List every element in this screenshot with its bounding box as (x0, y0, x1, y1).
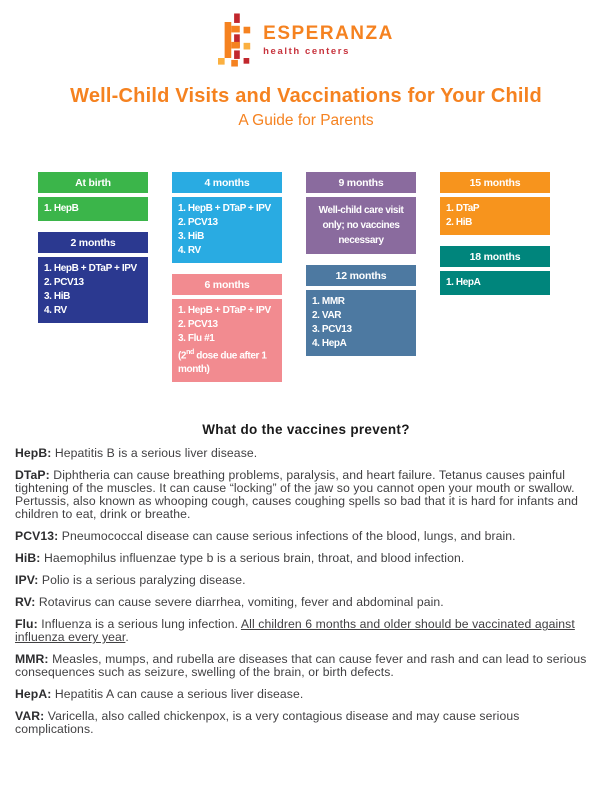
vaccine-item: 4. HepA (312, 338, 347, 349)
vaccine-name-label: DTaP: (15, 468, 50, 483)
vaccine-item: 3. Flu #1 (178, 333, 215, 344)
esperanza-logo (0, 0, 612, 68)
vaccine-list-4-months (172, 197, 282, 263)
vaccine-item: 2. PCV13 (178, 319, 218, 330)
vaccine-item: 3. PCV13 (312, 324, 352, 335)
vaccine-description-hepb: HepB: Hepatitis B is a serious liver disease. (15, 446, 258, 461)
vaccine-description-hepa: HepA: Hepatitis A can cause a serious liver disease. (15, 687, 304, 702)
vaccine-list-12-months (306, 290, 416, 356)
vaccine-name-label: HepA: (15, 687, 52, 702)
vaccine-box-2-months (38, 232, 148, 323)
vaccine-description-hib: HiB: Haemophilus influenzae type b is a serious brain, throat, and blood infection. (15, 551, 465, 566)
vaccine-name-label: VAR: (15, 709, 45, 724)
vaccine-description-var: VAR: Varicella, also called chickenpox, is a very contagious disease and may cause serious complications. (15, 709, 520, 737)
vaccine-item: 1. HepB + DTaP + IPV (44, 263, 137, 274)
well-visit-note: Well-child care visit only; no vaccines necessary (306, 197, 416, 254)
schedule-column-4 (440, 172, 550, 295)
vaccine-name-label: HiB: (15, 551, 41, 566)
page-subtitle: A Guide for Parents (238, 112, 374, 129)
vaccine-box-at-birth (38, 172, 148, 221)
age-header-at-birth: At birth (38, 172, 148, 193)
vaccine-list-6-months (172, 299, 282, 382)
schedule-column-1 (38, 172, 148, 323)
vaccine-item: 1. HepB + DTaP + IPV (178, 305, 271, 316)
vaccination-schedule (38, 172, 612, 382)
vaccine-item: 4. RV (44, 305, 67, 316)
vaccine-description-pcv13: PCV13: Pneumococcal disease can cause serious infections of the blood, lungs, and brain. (15, 529, 516, 544)
vaccine-description-rv: RV: Rotavirus can cause severe diarrhea, vomiting, fever and abdominal pain. (15, 595, 444, 610)
vaccine-list-15-months (440, 197, 550, 235)
vaccine-item: 1. DTaP (446, 203, 480, 214)
vaccine-description-mmr: MMR: Measles, mumps, and rubella are diseases that can cause fever and rash and can lead to serious consequences such as seizure, swelling of the brain, or birth defects. (15, 652, 587, 680)
vaccine-box-9-months (306, 172, 416, 254)
page-title: Well-Child Visits and Vaccinations for Your Child (70, 85, 542, 107)
age-header-6-months: 6 months (172, 274, 282, 295)
schedule-column-2 (172, 172, 282, 382)
vaccine-name-label: IPV: (15, 573, 39, 588)
vaccine-item: 2. PCV13 (178, 217, 218, 228)
vaccine-item: 3. HiB (44, 291, 70, 302)
age-header-2-months: 2 months (38, 232, 148, 253)
vaccine-description-ipv: IPV: Polio is a serious paralyzing disease. (15, 573, 246, 588)
logo-name-text: ESPERANZA (263, 22, 394, 44)
vaccine-item: 1. MMR (312, 296, 345, 307)
logo-wordmark (263, 24, 394, 57)
esperanza-logo-mark-icon (218, 13, 254, 67)
vaccine-item: 1. HepB (44, 203, 79, 214)
vaccine-box-6-months (172, 274, 282, 382)
vaccine-list-at-birth (38, 197, 148, 221)
vaccine-box-18-months (440, 246, 550, 295)
vaccine-name-label: PCV13: (15, 529, 59, 544)
vaccine-item: (2nd dose due after 1 month) (178, 349, 267, 376)
prevention-list (15, 447, 594, 736)
vaccine-name-label: RV: (15, 595, 36, 610)
vaccine-list-18-months (440, 271, 550, 295)
vaccine-list-2-months (38, 257, 148, 323)
vaccine-item: 1. HepA (446, 277, 481, 288)
age-header-12-months: 12 months (306, 265, 416, 286)
vaccine-item: 3. HiB (178, 231, 204, 242)
prevention-heading: What do the vaccines prevent? (202, 422, 410, 438)
schedule-column-3 (306, 172, 416, 356)
vaccine-box-4-months (172, 172, 282, 263)
vaccine-item: 2. HiB (446, 217, 472, 228)
vaccine-item: 2. PCV13 (44, 277, 84, 288)
age-header-15-months: 15 months (440, 172, 550, 193)
underlined-text: All children 6 months and older should be vaccinated against influenza every year (15, 617, 575, 645)
vaccine-description-dtap: DTaP: Diphtheria can cause breathing problems, paralysis, and heart failure. Tetanus causes painful tightening of the muscles. It can cause “locking” of the jaw so you cannot open your mouth or swallow. Pertussis, also known as whooping cough, causes coughing spells so bad that it is hard for infants and children to eat, drink or breathe. (15, 468, 579, 522)
logo-tagline-text: health centers (263, 45, 350, 57)
age-header-4-months: 4 months (172, 172, 282, 193)
vaccine-name-label: HepB: (15, 446, 52, 461)
vaccine-name-label: MMR: (15, 652, 49, 667)
age-header-18-months: 18 months (440, 246, 550, 267)
vaccine-name-label: Flu: (15, 617, 38, 632)
vaccine-item: 4. RV (178, 245, 201, 256)
vaccine-box-12-months (306, 265, 416, 356)
vaccine-item: 1. HepB + DTaP + IPV (178, 203, 271, 214)
vaccine-description-flu: Flu: Influenza is a serious lung infection. All children 6 months and older should be vaccinated against influenza every year. (15, 617, 575, 645)
vaccine-item: 2. VAR (312, 310, 342, 321)
age-header-9-months: 9 months (306, 172, 416, 193)
vaccine-box-15-months (440, 172, 550, 235)
